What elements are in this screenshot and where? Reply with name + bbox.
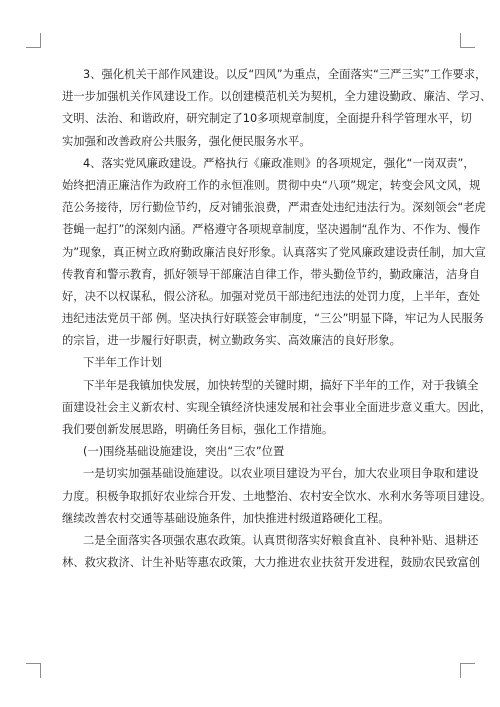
text-line: 实加强和改善政府公共服务，强化便民服务水平。 bbox=[62, 134, 311, 148]
text-line: 的宗旨，进一步履行好职责，树立勤政务实、高效廉洁的良好形象。 bbox=[62, 334, 401, 348]
text-line: 进一步加强机关作风建设工作。以创建模范机关为契机，全力建设勤政、廉洁、学习、 bbox=[62, 90, 492, 104]
text-line: 面建设社会主义新农村、实现全镇经济快速发展和社会事业全面进步意义重大。因此， bbox=[62, 400, 492, 414]
document-body bbox=[62, 64, 492, 574]
text-line: 继续改善农村交通等基础设施条件，加快推进村级道路硬化工程。 bbox=[62, 511, 390, 525]
text-line: 范公务接待，厉行勤俭节约，反对铺张浪费，严肃查处违纪违法行为。深刻领会“老虎 bbox=[62, 201, 486, 215]
text-line: 一是切实加强基础设施建设。以农业项目建设为平台，加大农业项目争取和建设 bbox=[83, 467, 479, 481]
text-line: 3、强化机关干部作风建设。以反“四风”为重点，全面落实“三严三实”工作要求， bbox=[83, 68, 487, 81]
crop-mark-top-left bbox=[26, 33, 41, 48]
text-line: 下半年是我镇加快发展，加快转型的关键时期，搞好下半年的工作，对于我镇全 bbox=[83, 378, 479, 392]
crop-mark-bottom-left bbox=[26, 663, 41, 678]
text-line: 林、救灾救济、计生补贴等惠农政策，大力推进农业扶贫开发进程，鼓励农民致富创 bbox=[62, 556, 480, 570]
text-line: 力度。积极争取抓好农业综合开发、土地整治、农村安全饮水、水利水务等项目建设。 bbox=[62, 489, 492, 503]
text-line: 4、落实党风廉政建设。严格执行《廉政准则》的各项规定，强化“一岗双责”， bbox=[83, 156, 475, 170]
text-line: 下半年工作计划 bbox=[83, 356, 163, 370]
text-line: 违纪违法党员干部 例。坚决执行好联签会审制度，“三公”明显下降，牢记为人民服务 bbox=[62, 312, 484, 326]
text-line: 我们要创新发展思路，明确任务目标，强化工作措施。 bbox=[62, 423, 334, 436]
text-line: 传教育和警示教育，抓好领导干部廉洁自律工作，带头勤俭节约，勤政廉洁，洁身自 bbox=[62, 267, 480, 281]
text-line: 好，决不以权谋私，假公济私。加强对党员干部违纪违法的处罚力度，上半年，查处 bbox=[62, 289, 480, 303]
crop-mark-top-right bbox=[460, 33, 475, 48]
crop-mark-bottom-right bbox=[460, 663, 475, 678]
text-line: 二是全面落实各项强农惠农政策。认真贯彻落实好粮食直补、良种补贴、退耕还 bbox=[83, 533, 479, 547]
text-line: 为”现象，真正树立政府勤政廉洁良好形象。认真落实了党风廉政建设责任制，加大宣 bbox=[62, 245, 486, 259]
text-line: 始终把清正廉洁作为政府工作的永恒准则。贯彻中央“八项”规定，转变会风文风，规 bbox=[62, 178, 481, 192]
text-line: 苍蝇一起打”的深刻内涵。严格遵守各项规章制度，坚决遏制“乱作为、不作为、慢作 bbox=[62, 223, 481, 237]
text-line: 文明、法治、和谐政府，研究制定了10多项规章制度，全面提升科学管理水平，切 bbox=[62, 112, 472, 126]
text-line: (一)围绕基础设施建设，突出“三农”位置 bbox=[83, 445, 285, 459]
